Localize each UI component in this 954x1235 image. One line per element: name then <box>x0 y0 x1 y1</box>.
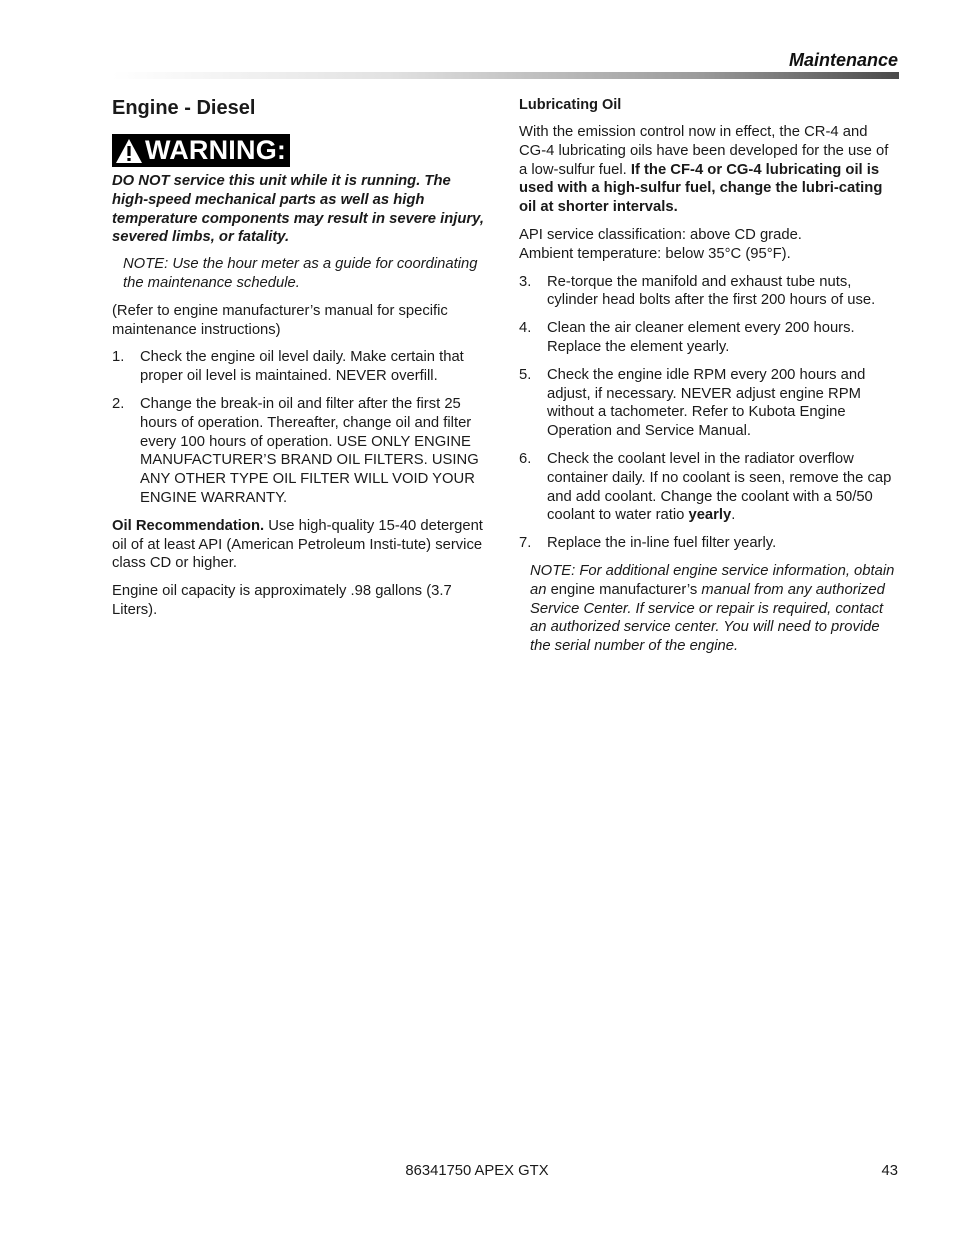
right-column <box>519 96 897 665</box>
lubricating-oil-text-plain: With the emission control now in effect, the CR-4 and CG-4 lubricating oils have been developed for the use of a low-sulfur fuel. <box>519 124 889 178</box>
left-column <box>112 96 490 629</box>
footer-document-id: 86341750 APEX GTX <box>405 1163 549 1179</box>
list-item-text: Change the break-in oil and filter after the first 25 hours of operation. Thereafter, change oil and filter every 100 hours of operation. USE ONLY ENGINE MANUFACTURER’S BRAND OIL FILTERS. USING ANY OTHER TYPE OIL FILTER WILL VOID YOUR ENGINE WARRANTY. <box>140 395 479 506</box>
lubricating-oil-text <box>519 123 897 217</box>
warning-triangle-icon <box>114 137 144 165</box>
page-number: 43 <box>881 1163 898 1179</box>
warning-body: DO NOT service this unit while it is running. The high-speed mechanical parts as well as high temperature components may result in severe injury, severed limbs, or fatality. <box>112 173 484 246</box>
refer-manual-text: (Refer to engine manufacturer’s manual for specific maintenance instructions) <box>112 302 448 338</box>
list-item-number: 4. <box>519 320 532 337</box>
list-item-number: 1. <box>112 349 125 366</box>
list-item <box>519 273 897 311</box>
list-item-text: Replace the in-line fuel filter yearly. <box>547 535 777 552</box>
list-item-text-bold: yearly <box>688 507 732 524</box>
list-item-text: Re-torque the manifold and exhaust tube nuts, cylinder head bolts after the first 200 hours of use. <box>547 273 876 309</box>
oil-recommendation-heading: Oil Recommendation. <box>112 517 265 534</box>
header-gradient-rule <box>112 72 899 79</box>
list-item-text-end: . <box>731 507 736 524</box>
page-title: Engine - Diesel <box>112 97 256 119</box>
list-item-number: 6. <box>519 450 532 467</box>
warning-label: WARNING: <box>145 135 287 165</box>
api-line: API service classification: above CD grade. <box>519 226 802 243</box>
oil-recommendation-text: Use high-quality 15-40 detergent oil of at least API (American Petroleum Insti-tute) service class CD or higher. <box>112 517 483 572</box>
list-item <box>519 450 897 525</box>
list-item-text-plain: Check the coolant level in the radiator overflow container daily. If no coolant is seen, remove the cap and add coolant. Change the coolant with a 50/50 coolant to water ratio <box>547 450 892 524</box>
oil-capacity: Engine oil capacity is approximately .98 gallons (3.7 Liters). <box>112 583 452 618</box>
list-item-number: 5. <box>519 366 532 383</box>
note-service-info <box>530 562 897 656</box>
list-item <box>112 395 490 508</box>
list-item-text: Clean the air cleaner element every 200 hours. Replace the element yearly. <box>547 320 855 355</box>
note-hour-meter: NOTE: Use the hour meter as a guide for coordinating the maintenance schedule. <box>123 256 478 291</box>
maintenance-list-left <box>112 348 490 507</box>
note-text-b: manual from any authorized Service Center. If service or repair is required, contact an authorized service center. You will need to provide the serial number of the engine. <box>530 581 885 655</box>
list-item-number: 2. <box>112 395 125 412</box>
list-item-text: Check the engine idle RPM every 200 hours and adjust, if necessary. NEVER adjust engine RPM without a tachometer. Refer to Kubota Engine Operation and Service Manual. <box>547 366 866 440</box>
list-item <box>519 534 897 553</box>
section-title: Maintenance <box>788 50 898 70</box>
oil-recommendation <box>112 517 490 573</box>
list-item-text: Check the engine oil level daily. Make certain that proper oil level is maintained. NEVER overfill. <box>140 349 464 385</box>
list-item-number: 3. <box>519 273 532 290</box>
lubricating-oil-text-bold: If the CF-4 or CG-4 lubricating oil is used with a high-sulfur fuel, change the lubri-cating oil at shorter intervals. <box>519 161 883 216</box>
warning-badge <box>112 134 290 167</box>
note-text-normal: engine manufacturer’s <box>550 581 698 598</box>
list-item <box>519 366 897 441</box>
api-classification <box>519 226 897 264</box>
note-text-a: NOTE: For additional engine service information, obtain an <box>530 562 895 598</box>
ambient-line: Ambient temperature: below 35°C (95°F). <box>519 245 791 262</box>
list-item-text <box>547 451 891 523</box>
list-item <box>112 348 490 386</box>
maintenance-list-right <box>519 273 897 553</box>
list-item <box>519 319 897 357</box>
list-item-number: 7. <box>519 535 532 552</box>
lubricating-oil-heading: Lubricating Oil <box>519 97 622 113</box>
